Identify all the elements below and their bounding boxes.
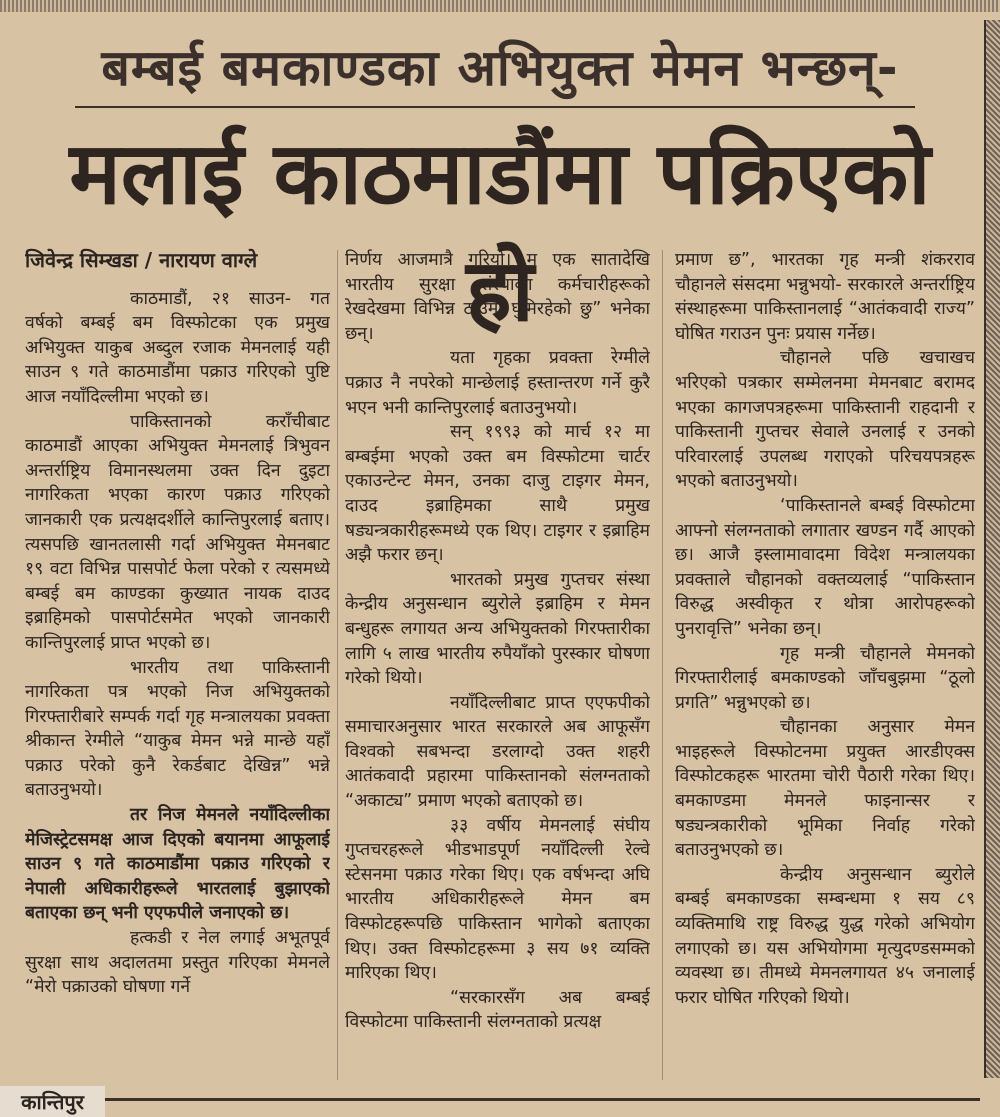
article-paragraph: हत्कडी र नेल लगाई अभूतपूर्व सुरक्षा साथ अदालतमा प्रस्तुत गरिएका मेमनले “मेरो पक्राउको घोषणा गर्ने	[25, 928, 330, 998]
column-divider	[662, 250, 663, 1080]
article-paragraph: गृह मन्त्री चौहानले मेमनको गिरफ्तारीलाई बमकाण्डको जाँचबुझमा “ठूलो प्रगति” भन्नुभएको छ।	[675, 643, 975, 713]
article-paragraph: चौहानले पछि खचाखच भरिएको पत्रकार सम्मेलनमा मेमनबाट बरामद भएका कागजपत्रहरूमा पाकिस्तानी राहदानी र पाकिस्तानी गुप्तचर सेवाले उनलाई र उनको परिवारलाई उपलब्ध गराएको परिचयपत्रहरू भएको बताउनुभयो।	[675, 348, 975, 492]
article-paragraph: केन्द्रीय अनुसन्धान ब्युरोले बम्बई बमकाण्डका सम्बन्धमा १ सय ८९ व्यक्तिमाथि राष्ट्र विरुद्ध युद्ध गरेको अभियोग लगाएको छ। यस अभियोगमा मृत्युदण्डसम्मको व्यवस्था छ। तीमध्ये मेमनलगायत ४५ जनालाई फरार घोषित गरिएको थियो।	[675, 864, 975, 1008]
article-paragraph: नयाँदिल्लीबाट प्राप्त एएफपीको समाचारअनुसार भारत सरकारले अब आफूसँग विश्वको सबभन्दा डरलाग्दो उक्त शहरी आतंकवादी प्रहारमा पाकिस्तानको संलग्नताको “अकाट्य” प्रमाण भएको बताएको छ।	[345, 692, 650, 812]
headline-divider	[75, 106, 915, 108]
article-paragraph: प्रमाण छ”, भारतका गृह मन्त्री शंकरराव चौहानले संसदमा भन्नुभयो- सरकारले अन्तर्राष्ट्रिय संस्थाहरूमा पाकिस्तानलाई “आतंकवादी राज्य” घोषित गराउन पुनः प्रयास गर्नेछ।	[675, 250, 975, 344]
byline: जिवेन्द्र सिम्खडा / नारायण वाग्ले	[25, 248, 258, 272]
article-paragraph: “सरकारसँग अब बम्बई विस्फोटमा पाकिस्तानी संलग्नताको प्रत्यक्ष	[345, 987, 650, 1033]
right-hatched-border	[984, 20, 1000, 1078]
column-divider	[337, 250, 338, 1080]
article-paragraph: भारतको प्रमुख गुप्तचर संस्था केन्द्रीय अनुसन्धान ब्युरोले इब्राहिम र मेमन बन्धुहरू लगायत अन्य अभियुक्तको गिरफ्तारीका लागि ५ लाख भारतीय रुपैयाँको पुरस्कार घोषणा गरेको थियो।	[345, 569, 650, 689]
article-paragraph: सन् १९९३ को मार्च १२ मा बम्बईमा भएको उक्त बम विस्फोटमा चार्टर एकाउन्टेन्ट मेमन, उनका दाजु टाइगर मेमन, दाउद इब्राहिमका साथै प्रमुख षड्यन्त्रकारीहरूमध्ये एक थिए। टाइगर र इब्राहिम अझै फरार छन्।	[345, 422, 650, 566]
main-headline: मलाई काठमाडौंमा पक्रिएको हो	[69, 124, 931, 341]
article-paragraph: ३३ वर्षीय मेमनलाई संघीय गुप्तचरहरूले भीडभाडपूर्ण नयाँदिल्ली रेल्वे स्टेसनमा पक्राउ गरेका थिए। एक वर्षभन्दा अघि भारतीय अधिकारीहरूले मेमन बम विस्फोटहरूपछि पाकिस्तान भागेको बताएका थिए। उक्त विस्फोटहरूमा ३ सय ७१ व्यक्ति मारिएका थिए।	[345, 815, 650, 984]
article-paragraph: भारतीय तथा पाकिस्तानी नागरिकता पत्र भएको निज अभियुक्तको गिरफ्तारीबारे सम्पर्क गर्दा गृह मन्त्रालयका प्रवक्ता श्रीकान्त रेग्मीले “याकुब मेमन भन्ने मान्छे यहाँ पक्राउ परेको कुनै रेकर्डबाट देखिन्न” भन्ने बताउनुभयो।	[25, 657, 330, 801]
article-paragraph: तर निज मेमनले नयाँदिल्लीका मेजिस्ट्रेटसमक्ष आज दिएको बयानमा आफूलाई साउन ९ गते काठमाडौंमा पक्राउ गरिएको र नेपाली अधिकारीहरूले भारतलाई बुझाएको बताएका छन् भनी एएफपीले जनाएको छ।	[25, 805, 330, 924]
article-paragraph: ‘पाकिस्तानले बम्बई विस्फोटमा आफ्नो संलग्नताको लगातार खण्डन गर्दै आएको छ। आजै इस्लामावादमा विदेश मन्त्रालयका प्रवक्ताले चौहानको वक्तव्यलाई “पाकिस्तान विरुद्ध अस्वीकृत र थोत्रा आरोपहरूको पुनरावृत्ति” भनेका छन्।	[675, 495, 975, 639]
kicker-headline: बम्बई बमकाण्डका अभियुक्त मेमन भन्छन्-	[101, 39, 899, 97]
article-column-3	[675, 248, 975, 1088]
article-column-2	[345, 248, 650, 1088]
kantipur-logo: कान्तिपुर	[0, 1086, 105, 1117]
article-column-1	[25, 248, 330, 1088]
article-paragraph: काठमाडौं, २१ साउन- गत वर्षको बम्बई बम विस्फोटका एक प्रमुख अभियुक्त याकुब अब्दुल रजाक मेमनलाई यही साउन ९ गते काठमाडौंमा पक्राउ गरिएको पुष्टि आज नयाँदिल्लीमा भएको छ।	[25, 288, 330, 407]
article-paragraph: पाकिस्तानको कराँचीबाट काठमाडौं आएका अभियुक्त मेमनलाई त्रिभुवन अन्तर्राष्ट्रिय विमानस्थलमा उक्त दिन दुइटा नागरिकता भएका कारण पक्राउ गरिएको जानकारी एक प्रत्यक्षदर्शीले कान्तिपुरलाई बताए। त्यसपछि खानतलासी गर्दा अभियुक्त मेमनबाट १९ वटा विभिन्न पासपोर्ट फेला परेको र त्यसमध्ये बम्बई बम काण्डका कुख्यात नायक दाउद इब्राहिमको पासपोर्टसमेत भएको जानकारी कान्तिपुरलाई प्राप्त भएको छ।	[25, 411, 330, 653]
article-paragraph: चौहानका अनुसार मेमन भाइहरूले विस्फोटनमा प्रयुक्त आरडीएक्स विस्फोटकहरू भारतमा चोरी पैठारी गरेका थिए। बमकाण्डमा मेमनले फाइनान्सर र षड्यन्त्रकारीको भूमिका निर्वाह गरेको बताउनुभएको छ।	[675, 717, 975, 861]
top-border	[0, 0, 1000, 12]
article-paragraph: यता गृहका प्रवक्ता रेग्मीले पक्राउ नै नपरेको मान्छेलाई हस्तान्तरण गर्ने कुरै भएन भनी कान्तिपुरलाई बताउनुभयो।	[345, 348, 650, 418]
bottom-rule	[100, 1098, 980, 1101]
article-paragraph: निर्णय आजमात्रै गरियो। म एक सातादेखि भारतीय सुरक्षा संस्थाका कर्मचारीहरूको रेखदेखमा विभिन्न ठाउँमा घुमिरहेको छु” भनेका छन्।	[345, 250, 650, 344]
